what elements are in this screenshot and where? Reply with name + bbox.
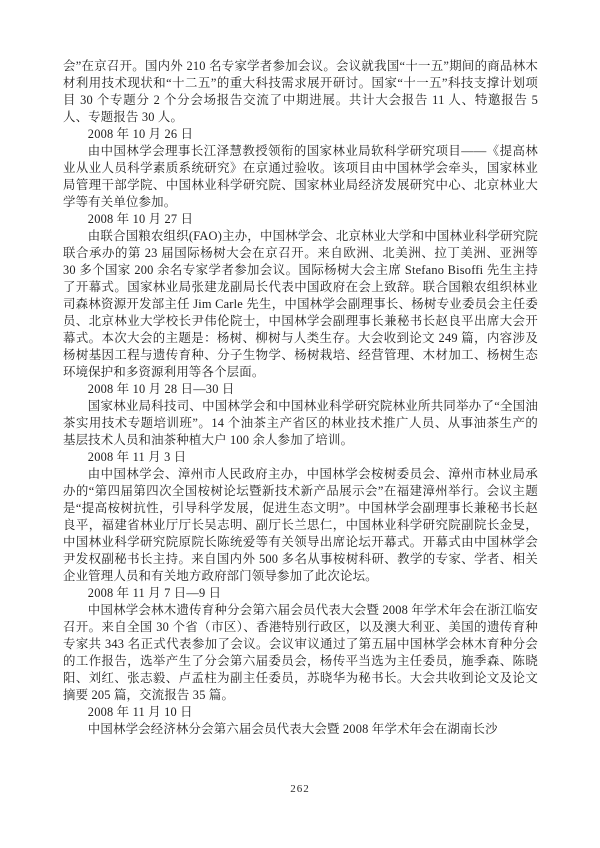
body-paragraph: 中国林学会经济林分会第六届会员代表大会暨 2008 年学术年会在湖南长沙 bbox=[87, 722, 498, 736]
body-paragraph: 由中国林学会、漳州市人民政府主办，中国林学会桉树委员会、漳州市林业局承办的“第四届第四次全国桉树论坛暨新技术新产品展示会”在福建漳州举行。会议主题是“提高桉树抗性，引导科学发展，促进生态文明”。中国林学会副理事长兼秘书长赵良平，福建省林业厅厅长吴志明、副厅长兰思仁，中国林业科学研究院副院长金旻，中国林业科学研究院原院长陈统爱等有关领导出席论坛开幕式。开幕式由中国林学会尹发权副秘书长主持。来自国内外 500 多名从事桉树科研、教学的专家、学者、相关企业管理人员和有关地方政府部门领导参加了此次论坛。 bbox=[63, 467, 538, 583]
body-paragraph: 由中国林学会理事长江泽慧教授领衔的国家林业局软科学研究项目——《提高林业从业人员科学素质系统研究》在京通过验收。该项目由中国林学会牵头，国家林业局管理干部学院、中国林业科学研究院、国家林业局经济发展研究中心、北京林业大学等有关单位参加。 bbox=[63, 144, 538, 209]
date-heading: 2008 年 11 月 3 日 bbox=[87, 450, 187, 464]
page-text-block bbox=[63, 58, 538, 738]
body-paragraph: 由联合国粮农组织(FAO)主办，中国林学会、北京林业大学和中国林业科学研究院联合承办的第 23 届国际杨树大会在京召开。来自欧洲、北美洲、拉丁美洲、亚洲等 30 多个国家 200 余名专家学者参加会议。国际杨树大会主席 Stefano Bisoffi 先生主持了开幕式。国家林业局张建龙副局长代表中国政府在会上致辞。联合国粮农组织林业司森林资源开发部主任 Jim Carle 先生，中国林学会副理事长、杨树专业委员会主任委员、北京林业大学校长尹伟伦院士，中国林学会副理事长兼秘书长赵良平出席大会开幕式。本次大会的主题是：杨树、柳树与人类生存。大会收到论文 249 篇，内容涉及杨树基因工程与遗传育种、分子生物学、杨树栽培、经营管理、木材加工、杨树生态环境保护和多资源利用等各个层面。 bbox=[63, 229, 538, 379]
body-paragraph: 国家林业局科技司、中国林学会和中国林业科学研究院林业所共同举办了“全国油茶实用技术专题培训班”。14 个油茶主产省区的林业技术推广人员、从事油茶生产的基层技术人员和油茶种植大户 100 余人参加了培训。 bbox=[63, 399, 538, 447]
date-heading: 2008 年 11 月 10 日 bbox=[87, 705, 193, 719]
body-paragraph: 中国林学会林木遗传育种分会第六届会员代表大会暨 2008 年学术年会在浙江临安召开。来自全国 30 个省（市区）、香港特别行政区，以及澳大利亚、美国的遗传育种专家共 343 名正式代表参加了会议。会议审议通过了第五届中国林学会林木育种分会的工作报告，选举产生了分会第六届委员会，杨传平当选为主任委员，施季森、陈晓阳、刘红、张志毅、卢孟柱为副主任委员，苏晓华为秘书长。大会共收到论文及论文摘要 205 篇，交流报告 35 篇。 bbox=[63, 603, 538, 702]
date-heading: 2008 年 10 月 28 日—30 日 bbox=[87, 382, 235, 396]
date-heading: 2008 年 11 月 7 日—9 日 bbox=[87, 586, 222, 600]
body-paragraph: 会”在京召开。国内外 210 名专家学者参加会议。会议就我国“十一五”期间的商品林木材利用技术现状和“十二五”的重大科技需求展开研讨。国家“十一五”科技支撑计划项目 30 个专题分 2 个分会场报告交流了中期进展。共计大会报告 11 人、特邀报告 5 人、专题报告 30 人。 bbox=[63, 59, 538, 124]
page-number: 262 bbox=[290, 783, 310, 795]
date-heading: 2008 年 10 月 27 日 bbox=[87, 212, 194, 226]
date-heading: 2008 年 10 月 26 日 bbox=[87, 127, 194, 141]
